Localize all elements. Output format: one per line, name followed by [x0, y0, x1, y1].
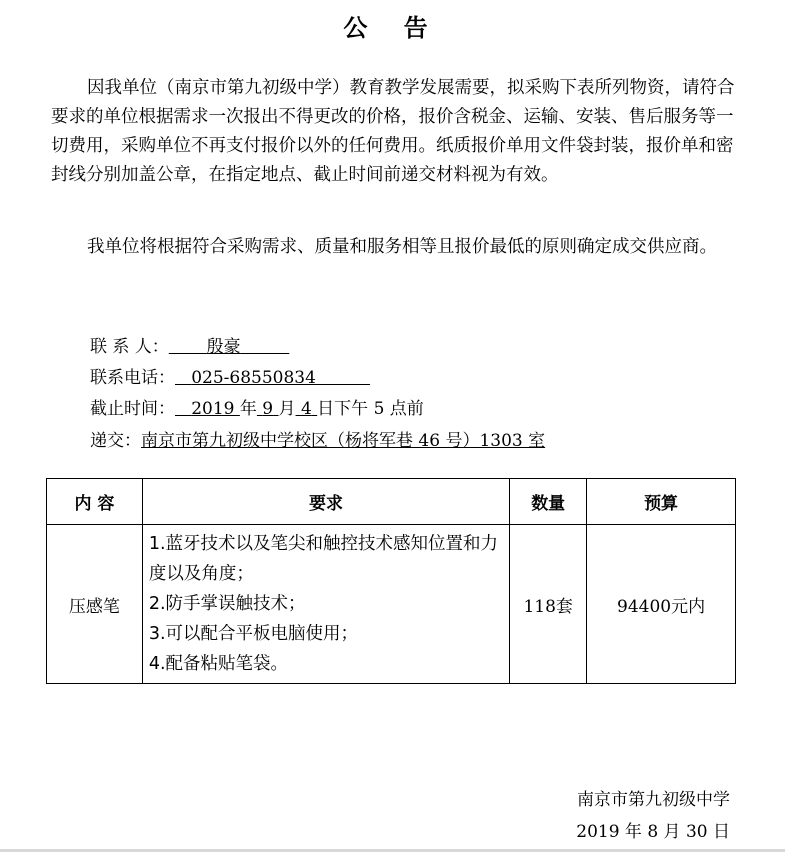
deadline-day: 4: [300, 399, 312, 419]
cell-budget: 94400元内: [587, 525, 736, 684]
signature-org: 南京市第九初级中学: [577, 790, 730, 810]
notice-paragraph-2: 我单位将根据符合采购需求、质量和服务相等且报价最低的原则确定成交供应商。: [87, 237, 717, 257]
table-header-row: [47, 479, 736, 525]
cell-requirements: [142, 525, 509, 684]
submit-line: [90, 431, 545, 451]
table-row: [47, 525, 736, 684]
deadline-year-unit: 年: [239, 399, 257, 419]
deadline-label: 截止时间：: [90, 399, 175, 419]
submit-place: 南京市第九初级中学校区（杨将军巷 46 号）1303 室: [141, 431, 546, 451]
requirement-2: 2.防手掌误触技术；: [148, 594, 306, 614]
contact-person-line: [90, 337, 289, 357]
notice-title: 公 告: [343, 13, 442, 42]
requirement-1: 1.蓝牙技术以及笔尖和触控技术感知位置和力度以及角度；: [148, 534, 499, 584]
contact-person-label: 联 系 人：: [90, 337, 169, 357]
requirement-3: 3.可以配合平板电脑使用；: [148, 624, 359, 644]
submit-label: 递交：: [90, 431, 141, 451]
signature-date: 2019 年 8 月 30 日: [576, 822, 730, 842]
notice-paragraph-1: 因我单位（南京市第九初级中学）教育教学发展需要，拟采购下表所列物资，请符合要求的单位根据需求一次报出不得更改的价格，报价含税金、运输、安装、售后服务等一切费用，采购单位不再支付报价以外的任何费用。纸质报价单用文件袋封装，报价单和密封线分别加盖公章，在指定地点、截止时间前递交材料视为有效。: [51, 78, 735, 185]
contact-person-value: 殷豪: [206, 337, 241, 357]
cell-item: 压感笔: [47, 525, 143, 684]
cell-quantity: 118套: [510, 525, 587, 684]
deadline-month: 9: [262, 399, 274, 419]
deadline-line: [90, 399, 424, 419]
deadline-year: 2019: [191, 399, 235, 419]
header-requirements: 要求: [142, 479, 509, 525]
contact-phone-value: 025-68550834: [191, 368, 316, 388]
contact-phone-line: [90, 368, 370, 388]
deadline-rest: 日下午 5 点前: [317, 399, 424, 419]
procurement-table: [46, 478, 736, 684]
requirement-4: 4.配备粘贴笔袋。: [148, 654, 289, 674]
contact-phone-label: 联系电话：: [90, 368, 175, 388]
deadline-month-unit: 月: [278, 399, 296, 419]
header-quantity: 数量: [510, 479, 587, 525]
header-content: 内 容: [47, 479, 143, 525]
header-budget: 预算: [587, 479, 736, 525]
